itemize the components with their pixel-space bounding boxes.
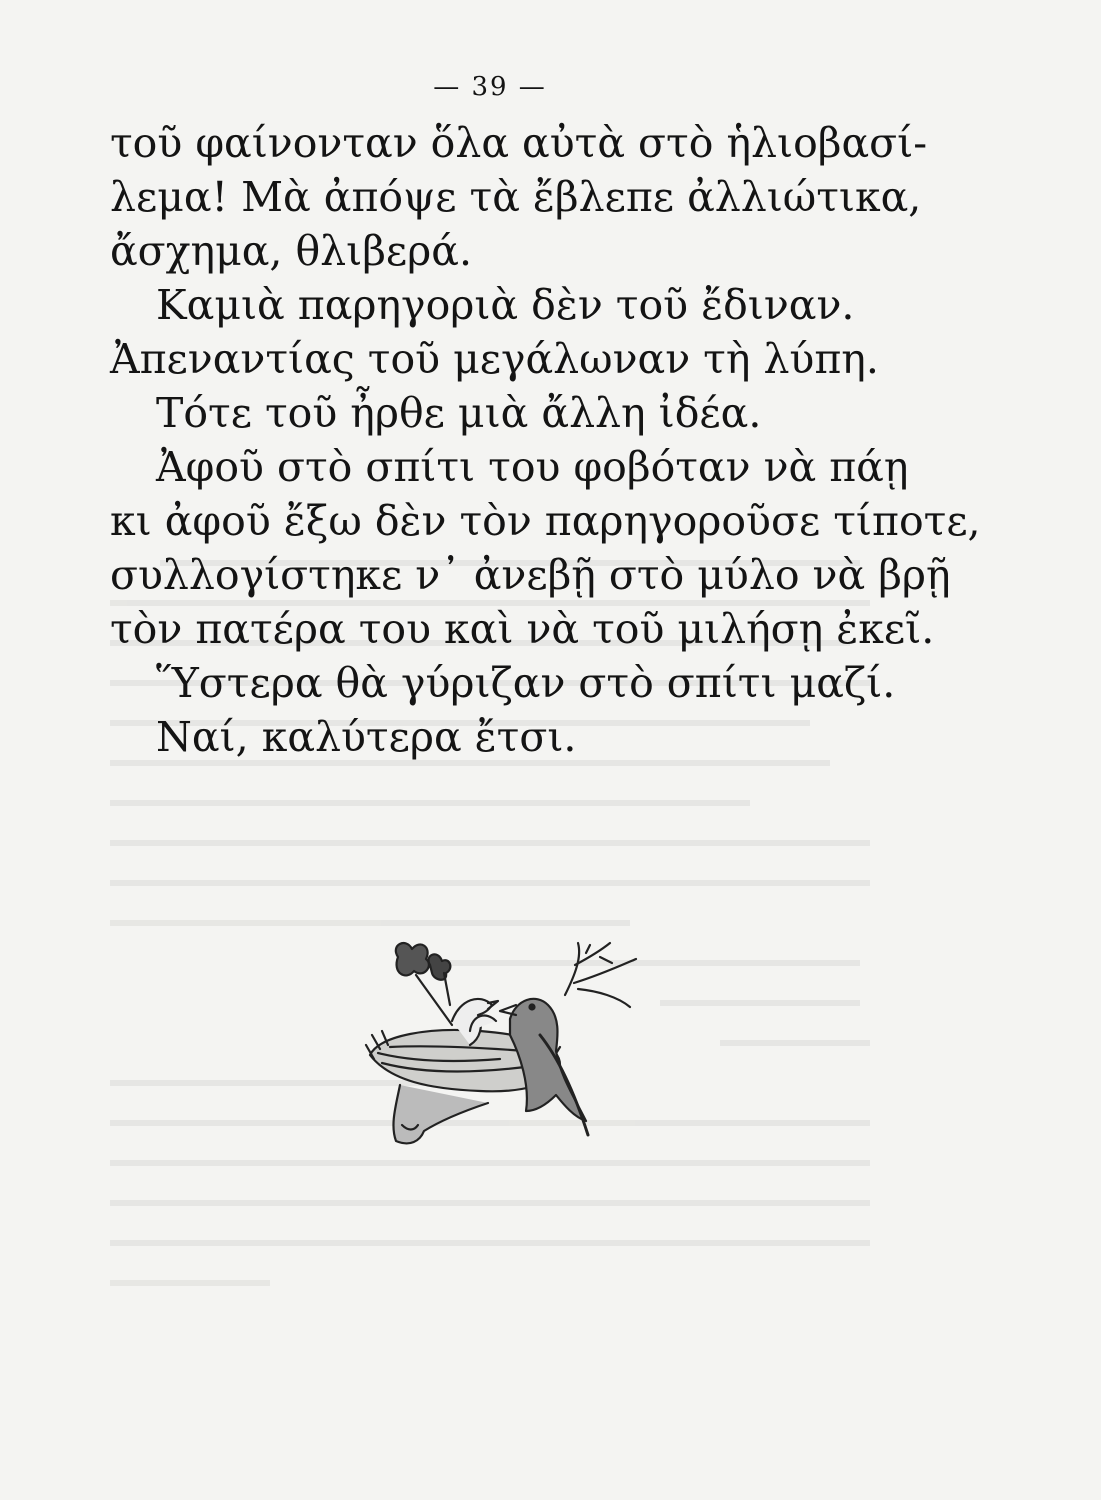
text-line: τὸν πατέρα του καὶ νὰ τοῦ μιλήσῃ ἐκεῖ. — [110, 605, 935, 653]
text-line: Ὕστερα θὰ γύριζαν στὸ σπίτι μαζί. — [156, 659, 896, 707]
text-line: Ἀφοῦ στὸ σπίτι του φοβόταν νὰ πάῃ — [156, 443, 909, 491]
text-line: λεμα! Μὰ ἀπόψε τὰ ἔβλεπε ἀλλιώτικα, — [110, 173, 922, 221]
birds-nest-icon — [360, 935, 660, 1165]
text-line: τοῦ φαίνονταν ὅλα αὐτὰ στὸ ἡλιοβασί- — [110, 119, 928, 167]
body-text — [110, 116, 981, 764]
text-line: Ἀπεναντίας τοῦ μεγάλωναν τὴ λύπη. — [110, 335, 879, 383]
page-number: — 39 — — [433, 72, 547, 102]
text-line: συλλογίστηκε ν᾽ ἀνεβῇ στὸ μύλο νὰ βρῇ — [110, 551, 951, 599]
text-line: κι ἀφοῦ ἔξω δὲν τὸν παρηγοροῦσε τίποτε, — [110, 497, 981, 545]
text-line: Τότε τοῦ ἦρθε μιὰ ἄλλη ἰδέα. — [156, 389, 762, 437]
text-line: Ναί, καλύτερα ἔτσι. — [156, 713, 577, 761]
text-line: Καμιὰ παρηγοριὰ δὲν τοῦ ἔδιναν. — [156, 281, 855, 329]
text-line: ἄσχημα, θλιβερά. — [110, 227, 472, 275]
